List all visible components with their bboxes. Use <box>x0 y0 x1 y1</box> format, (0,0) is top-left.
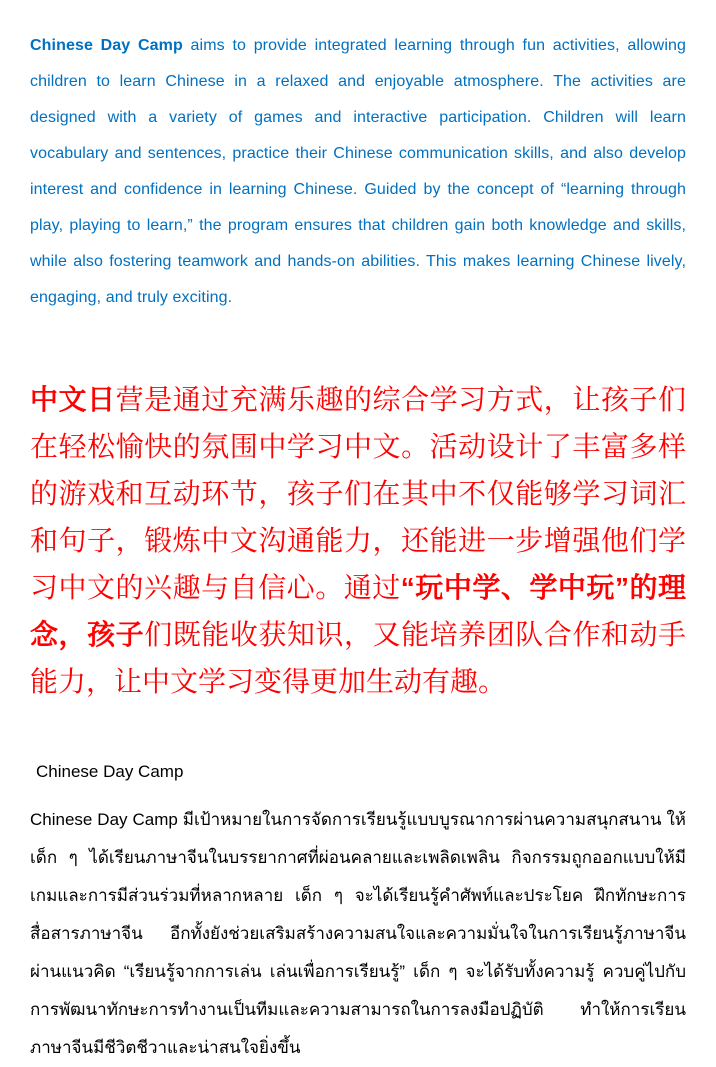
thai-intro-paragraph: Chinese Day Camp มีเป้าหมายในการจัดการเรียนรู้แบบบูรณาการผ่านความสนุกสนาน ให้เด็ก ๆ ได้เรียนภาษาจีนในบรรยากาศที่ผ่อนคลายและเพลิดเพลิน กิจกรรมถูกออกแบบให้มีเกมและการมีส่วนร่วมที่หลากหลาย เด็ก ๆ จะได้เรียนรู้คำศัพท์และประโยค ฝึกทักษะการสื่อสารภาษาจีน อีกทั้งยังช่วยเสริมสร้างความสนใจและความมั่นใจในการเรียนรู้ภาษาจีน ผ่านแนวคิด “เรียนรู้จากการเล่น เล่นเพื่อการเรียนรู้” เด็ก ๆ จะได้รับทั้งความรู้ ควบคู่ไปกับการพัฒนาทักษะการทำงานเป็นทีมและความสามารถในการลงมือปฏิบัติ ทำให้การเรียนภาษาจีนมีชีวิตชีวาและน่าสนใจยิ่งขึ้น <box>30 810 686 1057</box>
thai-section-heading: Chinese Day Camp <box>36 762 184 781</box>
english-paragraph-lead-bold: Chinese Day Camp <box>30 37 183 54</box>
chinese-intro-paragraph <box>30 376 686 705</box>
chinese-paragraph-text-1: 营是通过充满乐趣的综合学习方式，让孩子们在轻松愉快的氛围中学习中文。活动设计了丰富多样的游戏和互动环节，孩子们在其中不仅能够学习词汇和句子，锻炼中文沟通能力，还能进一步增强他们学习中文的兴趣与自信心。通过 <box>30 384 686 603</box>
english-intro-paragraph <box>30 28 686 316</box>
chinese-paragraph-bold-concept: “玩中学、学中玩”的理念，孩子 <box>30 572 686 650</box>
document-page <box>0 28 716 1055</box>
english-paragraph-body: aims to provide integrated learning through fun activities, allowing children to learn Chinese in a relaxed and enjoyable atmosphere. The activities are designed with a variety of games and interactive participation. Children will learn vocabulary and sentences, practice their Chinese communication skills, and also develop interest and confidence in learning Chinese. Guided by the concept of “learning through play, playing to learn,” the program ensures that children gain both knowledge and skills, while also fostering teamwork and hands-on abilities. This makes learning Chinese lively, engaging, and truly exciting. <box>30 37 686 306</box>
chinese-paragraph-text-2: 们既能收获知识，又能培养团队合作和动手能力，让中文学习变得更加生动有趣。 <box>30 619 686 697</box>
chinese-paragraph-bold-lead: 中文日 <box>30 384 116 415</box>
